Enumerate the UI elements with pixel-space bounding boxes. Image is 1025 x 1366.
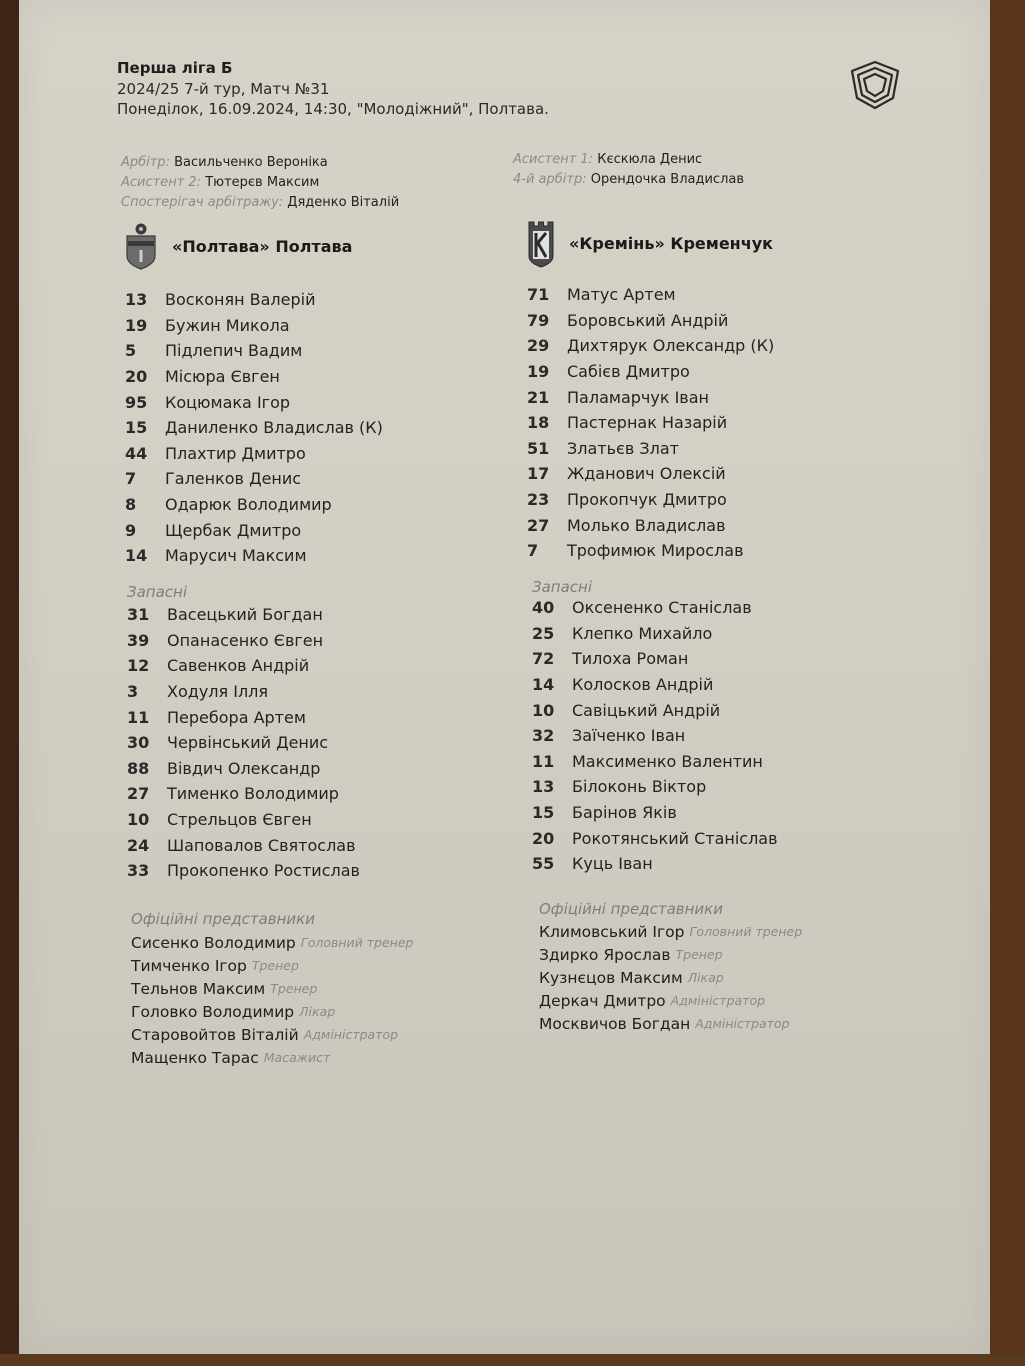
- player-number: 9: [125, 520, 137, 540]
- player-name: Боровський Андрій: [567, 310, 729, 330]
- player-row: [125, 338, 383, 364]
- kremin-crest-icon: [527, 218, 555, 268]
- player-number: 18: [527, 413, 550, 433]
- player-row: [532, 672, 778, 698]
- player-row: [125, 466, 383, 492]
- player-number: 13: [125, 290, 148, 310]
- player-row: [532, 697, 778, 723]
- player-number: 12: [127, 656, 150, 676]
- player-number: 11: [127, 707, 150, 727]
- assistant1-name: Кєскюла Денис: [597, 152, 703, 167]
- player-name: Білоконь Віктор: [572, 777, 707, 797]
- player-name: Одарюк Володимир: [165, 495, 332, 515]
- background-table-left: [0, 0, 20, 1366]
- observer-row: [121, 195, 399, 210]
- home-team-header: [124, 222, 352, 270]
- player-row: [532, 800, 778, 826]
- player-number: 10: [127, 810, 150, 830]
- player-number: 71: [527, 285, 550, 305]
- player-row: [125, 492, 383, 518]
- player-number: 88: [127, 758, 150, 778]
- player-row: [527, 359, 774, 385]
- player-number: 72: [532, 649, 555, 669]
- player-name: Савіцький Андрій: [572, 700, 721, 720]
- player-number: 32: [532, 726, 555, 746]
- rep-name: Деркач Дмитро: [539, 991, 666, 1010]
- player-number: 29: [527, 336, 550, 356]
- player-row: [127, 730, 360, 756]
- rep-name: Москвичов Богдан: [539, 1014, 691, 1033]
- observer-name: Дяденко Віталій: [287, 195, 400, 210]
- away-starters-list: [527, 282, 774, 564]
- assistant2-row: [121, 175, 319, 190]
- player-name: Савенков Андрій: [167, 656, 310, 676]
- rep-name: Мащенко Тарас: [131, 1048, 259, 1067]
- player-row: [532, 646, 778, 672]
- rep-name: Тимченко Ігор: [131, 956, 247, 975]
- player-row: [125, 517, 383, 543]
- player-name: Коцюмака Ігор: [165, 392, 291, 412]
- player-row: [532, 825, 778, 851]
- player-row: [532, 595, 778, 621]
- player-number: 27: [527, 515, 550, 535]
- player-number: 11: [532, 751, 555, 771]
- player-name: Сабієв Дмитро: [567, 362, 690, 382]
- player-row: [127, 832, 360, 858]
- date-venue-line: Понеділок, 16.09.2024, 14:30, "Молодіжний", Полтава.: [117, 100, 549, 118]
- player-name: Вівдич Олександр: [167, 758, 321, 778]
- player-number: 13: [532, 777, 555, 797]
- player-number: 19: [125, 315, 148, 335]
- player-number: 79: [527, 310, 550, 330]
- player-name: Галенков Денис: [165, 469, 302, 489]
- player-name: Жданович Олексій: [567, 464, 726, 484]
- player-name: Прокопчук Дмитро: [567, 490, 727, 510]
- player-name: Місюра Євген: [165, 367, 280, 387]
- home-reps-list: [131, 931, 413, 1069]
- pentagon-league-logo-icon: [849, 60, 901, 110]
- player-name: Заїченко Іван: [572, 726, 686, 746]
- player-name: Ходуля Ілля: [167, 682, 269, 702]
- player-name: Червінський Денис: [167, 733, 329, 753]
- rep-row: [131, 931, 413, 954]
- player-row: [532, 723, 778, 749]
- player-row: [127, 858, 360, 884]
- player-number: 30: [127, 733, 150, 753]
- rep-row: [131, 1046, 413, 1069]
- home-subs-list: [127, 602, 360, 884]
- player-name: Шаповалов Святослав: [167, 835, 356, 855]
- round-line: 2024/25 7-й тур, Матч №31: [117, 80, 330, 98]
- rep-row: [539, 920, 802, 943]
- player-row: [127, 628, 360, 654]
- player-row: [527, 512, 774, 538]
- player-name: Пастернак Назарій: [567, 413, 728, 433]
- rep-role: Лікар: [299, 1004, 336, 1019]
- player-name: Прокопенко Ростислав: [167, 861, 360, 881]
- player-number: 17: [527, 464, 550, 484]
- background-table-right: [989, 0, 1025, 1366]
- rep-row: [131, 1000, 413, 1023]
- player-name: Клепко Михайло: [572, 623, 713, 643]
- rep-role: Головний тренер: [689, 924, 803, 939]
- player-number: 5: [125, 341, 137, 361]
- player-number: 55: [532, 854, 555, 874]
- rep-role: Масажист: [263, 1050, 331, 1065]
- rep-role: Головний тренер: [300, 935, 414, 950]
- player-number: 20: [532, 828, 555, 848]
- player-name: Перебора Артем: [167, 707, 306, 727]
- player-name: Рокотянський Станіслав: [572, 828, 778, 848]
- player-row: [125, 441, 383, 467]
- background-table-bottom: [0, 1354, 1025, 1366]
- player-number: 40: [532, 598, 555, 618]
- rep-row: [131, 977, 413, 1000]
- player-name: Даниленко Владислав (К): [165, 418, 383, 438]
- competition-title: Перша ліга Б: [117, 59, 233, 77]
- player-name: Щербак Дмитро: [165, 520, 302, 540]
- player-name: Куць Іван: [572, 854, 653, 874]
- player-name: Васецький Богдан: [167, 605, 323, 625]
- rep-name: Головко Володимир: [131, 1002, 295, 1021]
- player-row: [127, 653, 360, 679]
- player-number: 51: [527, 438, 550, 458]
- away-reps-label: Офіційні представники: [539, 900, 723, 918]
- player-name: Восконян Валерій: [165, 290, 316, 310]
- home-reps-label: Офіційні представники: [131, 910, 315, 928]
- player-number: 33: [127, 861, 150, 881]
- player-number: 15: [125, 418, 148, 438]
- rep-role: Адміністратор: [303, 1027, 399, 1042]
- player-number: 27: [127, 784, 150, 804]
- player-row: [527, 333, 774, 359]
- rep-role: Адміністратор: [670, 993, 766, 1008]
- home-team-name: «Полтава» Полтава: [172, 236, 353, 256]
- rep-name: Тельнов Максим: [131, 979, 266, 998]
- assistant2-name: Тютерєв Максим: [205, 175, 320, 190]
- player-row: [527, 436, 774, 462]
- rep-role: Тренер: [251, 958, 299, 973]
- player-row: [125, 415, 383, 441]
- player-row: [125, 364, 383, 390]
- fourth-official-name: Орендочка Владислав: [590, 172, 745, 187]
- player-row: [125, 313, 383, 339]
- player-name: Підлепич Вадим: [165, 341, 303, 361]
- player-number: 3: [127, 682, 139, 702]
- poltava-crest-icon: [124, 222, 158, 270]
- player-name: Марусич Максим: [165, 546, 307, 566]
- referee-label: Арбітр:: [121, 155, 170, 170]
- player-row: [127, 781, 360, 807]
- player-name: Тименко Володимир: [167, 784, 339, 804]
- player-name: Паламарчук Іван: [567, 387, 709, 407]
- player-row: [532, 749, 778, 775]
- rep-role: Лікар: [687, 970, 724, 985]
- away-subs-label: Запасні: [532, 578, 593, 596]
- player-name: Бужин Микола: [165, 315, 290, 335]
- player-row: [527, 384, 774, 410]
- rep-row: [539, 943, 802, 966]
- player-name: Максименко Валентин: [572, 751, 763, 771]
- player-name: Златьєв Злат: [567, 438, 679, 458]
- player-row: [527, 461, 774, 487]
- rep-role: Тренер: [675, 947, 723, 962]
- assistant2-label: Асистент 2:: [121, 175, 202, 190]
- player-row: [127, 704, 360, 730]
- rep-name: Здирко Ярослав: [539, 945, 671, 964]
- player-number: 25: [532, 623, 555, 643]
- player-row: [127, 679, 360, 705]
- rep-role: Тренер: [270, 981, 318, 996]
- referee-name: Васильченко Вероніка: [174, 155, 328, 170]
- player-name: Матус Артем: [567, 285, 676, 305]
- player-name: Молько Владислав: [567, 515, 726, 535]
- player-row: [125, 287, 383, 313]
- player-row: [532, 621, 778, 647]
- rep-row: [539, 1012, 802, 1035]
- player-number: 44: [125, 443, 148, 463]
- away-subs-list: [532, 595, 778, 877]
- observer-label: Спостерігач арбітражу:: [121, 195, 284, 210]
- player-number: 19: [527, 362, 550, 382]
- player-row: [125, 543, 383, 569]
- referee-row: [121, 155, 328, 170]
- player-row: [127, 756, 360, 782]
- player-name: Дихтярук Олександр (К): [567, 336, 775, 356]
- player-number: 8: [125, 495, 137, 515]
- player-number: 10: [532, 700, 555, 720]
- player-number: 95: [125, 392, 148, 412]
- player-name: Оксененко Станіслав: [572, 598, 752, 618]
- player-number: 15: [532, 803, 555, 823]
- player-name: Трофимюк Мирослав: [567, 541, 744, 561]
- player-name: Тилоха Роман: [572, 649, 689, 669]
- fourth-official-row: [513, 172, 744, 187]
- rep-row: [539, 966, 802, 989]
- player-name: Стрельцов Євген: [167, 810, 312, 830]
- player-number: 23: [527, 490, 550, 510]
- player-name: Барінов Яків: [572, 803, 677, 823]
- player-row: [527, 282, 774, 308]
- player-row: [125, 389, 383, 415]
- player-name: Колосков Андрій: [572, 675, 714, 695]
- player-number: 20: [125, 367, 148, 387]
- player-number: 14: [125, 546, 148, 566]
- player-row: [527, 487, 774, 513]
- rep-role: Адміністратор: [695, 1016, 790, 1031]
- player-row: [527, 410, 774, 436]
- player-number: 24: [127, 835, 150, 855]
- player-row: [527, 308, 774, 334]
- player-name: Плахтир Дмитро: [165, 443, 306, 463]
- player-row: [532, 851, 778, 877]
- home-starters-list: [125, 287, 383, 569]
- fourth-official-label: 4-й арбітр:: [513, 172, 587, 187]
- player-name: Опанасенко Євген: [167, 630, 324, 650]
- rep-name: Климовський Ігор: [539, 922, 685, 941]
- player-row: [527, 538, 774, 564]
- assistant1-row: [513, 152, 702, 167]
- player-row: [127, 807, 360, 833]
- rep-name: Сисенко Володимир: [131, 933, 296, 952]
- rep-name: Старовойтов Віталій: [131, 1025, 299, 1044]
- player-row: [532, 774, 778, 800]
- player-number: 14: [532, 675, 555, 695]
- player-row: [127, 602, 360, 628]
- player-number: 7: [527, 541, 539, 561]
- away-team-name: «Кремінь» Кременчук: [569, 233, 773, 253]
- player-number: 31: [127, 605, 150, 625]
- rep-row: [539, 989, 802, 1012]
- home-subs-label: Запасні: [127, 583, 188, 601]
- away-team-header: [527, 218, 773, 268]
- rep-name: Кузнєцов Максим: [539, 968, 683, 987]
- player-number: 21: [527, 387, 550, 407]
- player-number: 7: [125, 469, 137, 489]
- assistant1-label: Асистент 1:: [513, 152, 594, 167]
- rep-row: [131, 1023, 413, 1046]
- rep-row: [131, 954, 413, 977]
- away-reps-list: [539, 920, 802, 1035]
- player-number: 39: [127, 630, 150, 650]
